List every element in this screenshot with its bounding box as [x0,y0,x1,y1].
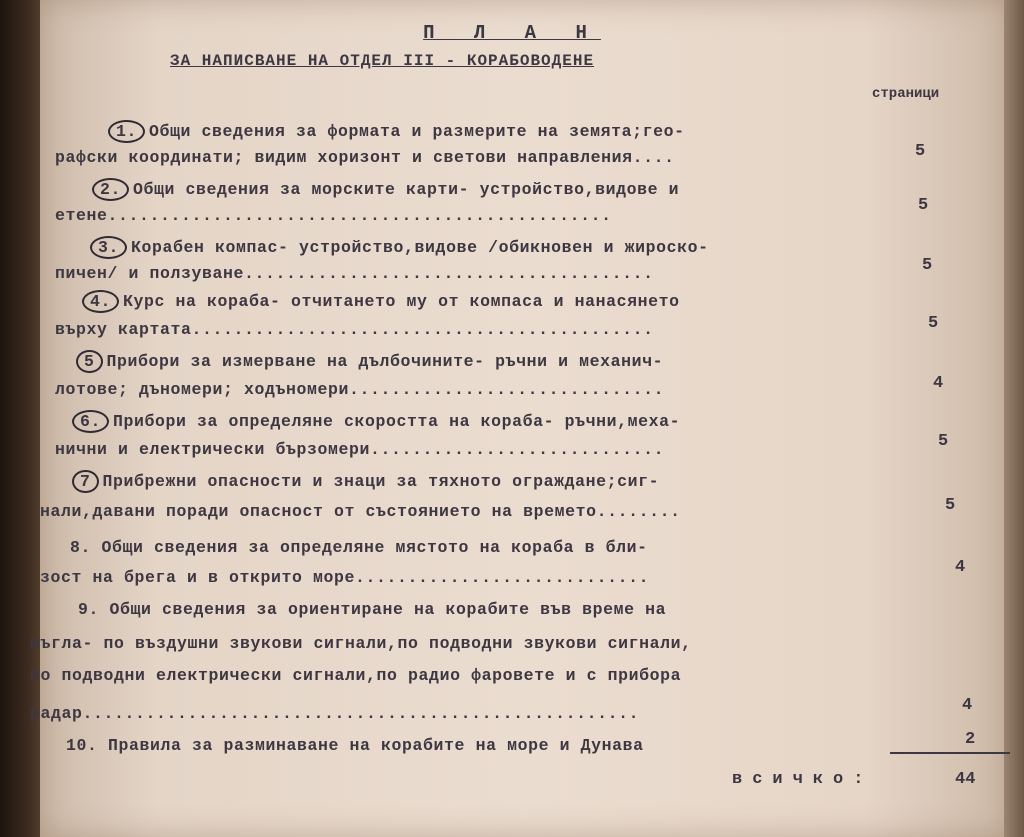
item-marker-6: 6. [72,410,109,433]
item-marker-4: 4. [82,290,119,313]
document-title: П Л А Н [423,22,601,44]
toc-item-9-line-4: радар..................................................... [30,704,640,723]
toc-item-5-line-2: лотове; дъномери; ходъномери.............................. [55,380,665,399]
toc-item-7-line-2: нали,давани поради опасност от състоянието на времето........ [40,502,681,521]
toc-item-9-line-1: 9. Общи сведения за ориентиране на корабите във време на [78,600,667,619]
toc-item-8-line-1: 8. Общи сведения за определяне мястото на кораба в бли- [70,538,648,557]
page-number-1: 5 [915,142,926,161]
toc-item-3-line-2: пичен/ и ползуване....................................... [55,264,654,283]
item-marker-2: 2. [92,178,129,201]
toc-item-7-line-1: 7 Прибрежни опасности и знаци за тяхното ограждане;сиг- [72,470,659,493]
toc-item-3-line-1: 3. Корабен компас- устройство,видове /обикновен и жироско- [90,236,709,259]
pages-column-header: страници [872,86,940,102]
total-rule [890,752,1010,754]
toc-item-4-line-1: 4. Курс на кораба- отчитането му от компаса и нанасянето [82,290,680,313]
toc-item-2-line-1: 2. Общи сведения за морските карти- устройство,видове и [92,178,679,201]
toc-item-8-line-2: зост на брега и в открито море............................ [40,568,650,587]
page-number-3: 5 [922,256,933,275]
toc-item-2-line-2: етене................................................ [55,206,612,225]
toc-item-1-line-1: 1. Общи сведения за формата и размерите на земята;гео- [108,120,685,143]
total-pages: 44 [955,770,976,789]
item-marker-1: 1. [108,120,145,143]
toc-item-10: 10. Правила за разминаване на корабите на море и Дунава [66,736,644,755]
toc-item-9-line-3: по подводни електрически сигнали,по радио фаровете и с прибора [30,666,682,685]
page-number-8: 4 [955,558,966,577]
toc-item-1-line-2: рафски координати; видим хоризонт и светови направления.... [55,148,675,167]
toc-item-5-line-1: 5 Прибори за измерване на дълбочините- ръчни и механич- [76,350,663,373]
page-number-10: 2 [965,730,976,749]
page-edge [1004,0,1024,837]
total-label: всичко: [732,770,874,789]
toc-item-6-line-1: 6. Прибори за определяне скоростта на кораба- ръчни,меха- [72,410,680,433]
page-number-5: 4 [933,374,944,393]
toc-item-6-line-2: нични и електрически бързомери............................ [55,440,665,459]
item-marker-5: 5 [76,350,103,373]
item-marker-3: 3. [90,236,127,259]
page-number-6: 5 [938,432,949,451]
page-number-2: 5 [918,196,929,215]
toc-item-9-line-2: мъгла- по въздушни звукови сигнали,по подводни звукови сигнали, [30,634,692,653]
page-number-9: 4 [962,696,973,715]
item-marker-7: 7 [72,470,99,493]
page-number-4: 5 [928,314,939,333]
document-subtitle: ЗА НАПИСВАНЕ НА ОТДЕЛ III - КОРАБОВОДЕНЕ [170,52,595,70]
toc-item-4-line-2: върху картата............................................ [55,320,654,339]
page-number-7: 5 [945,496,956,515]
